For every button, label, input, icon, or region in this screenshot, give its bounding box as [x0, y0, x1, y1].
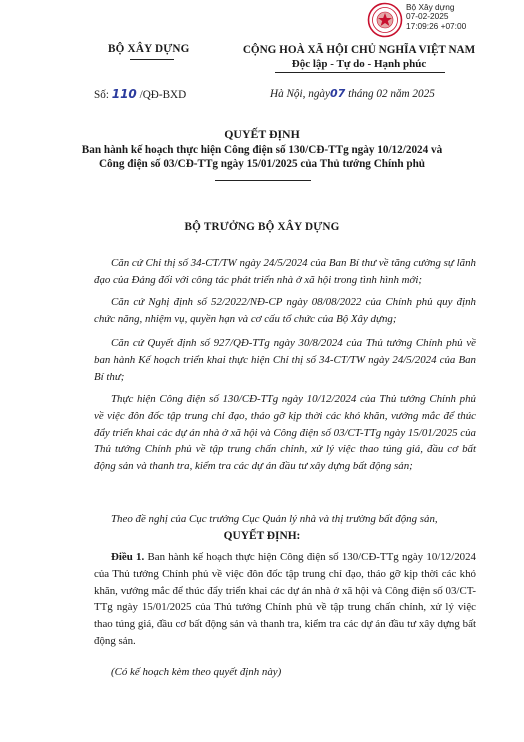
preamble-paragraph: Theo đề nghị của Cục trưởng Cục Quản lý nhà và thị trường bất động sản,: [111, 513, 438, 525]
title-underline: [215, 180, 311, 181]
preamble-paragraph: Căn cứ Quyết định số 927/QĐ-TTg ngày 30/8/2024 của Thủ tướng Chính phủ về ban hành Kế hoạch triển khai thực hiện Chỉ thị số 34-CT/TW ngày 24/5/2024 của Ban Bí thư;: [94, 337, 476, 383]
article-1-lead: Điều 1.: [111, 551, 145, 563]
country-name: CỘNG HOÀ XÃ HỘI CHỦ NGHĨA VIỆT NAM: [242, 44, 476, 56]
stamp-date: 07-02-2025: [406, 11, 449, 22]
national-motto: Độc lập - Tự do - Hạnh phúc: [291, 58, 427, 70]
issuing-authority: BỘ TRƯỞNG BỘ XÂY DỰNG: [184, 221, 340, 233]
date-day-handwritten: 07: [329, 87, 346, 100]
document-number: [94, 87, 186, 101]
subtitle-line-2: Công điện số 03/CĐ-TTg ngày 15/01/2025 của Thủ tướng Chính phủ: [98, 158, 426, 170]
signature-stamp: [406, 3, 466, 31]
number-suffix: /QĐ-BXD: [139, 89, 187, 101]
date-prefix: Hà Nội, ngày: [270, 88, 330, 100]
article-1: [94, 549, 476, 650]
preamble-paragraph: Căn cứ Chỉ thị số 34-CT/TW ngày 24/5/2024 của Ban Bí thư về tăng cường sự lãnh đạo của Đảng đối với công tác phát triển nhà ở xã hội trong tình hình mới;: [94, 257, 476, 286]
attachment-note: (Có kế hoạch kèm theo quyết định này): [111, 666, 282, 678]
number-handwritten: 110: [111, 87, 137, 101]
national-header: [225, 43, 493, 71]
document-date: [270, 87, 435, 100]
stamp-time: 17:09:26 +07:00: [406, 20, 467, 31]
date-suffix: tháng 02 năm 2025: [345, 88, 435, 100]
number-prefix: Số:: [94, 89, 109, 101]
subtitle-line-1: Ban hành kế hoạch thực hiện Công điện số 130/CĐ-TTg ngày 10/12/2024 và: [81, 144, 443, 156]
agency-underline: [130, 59, 174, 60]
article-1-text: Ban hành kế hoạch thực hiện Công điện số 130/CĐ-TTg ngày 10/12/2024 của Thủ tướng Chính phủ về việc đôn đốc tập trung chỉ đạo, tháo gỡ kịp thời các khó khăn, vướng mắc để thúc đẩy triển khai các dự án nhà ở xã hội và Công điện số 03/CT-TTg ngày 15/01/2025 của Thủ tướng Chính phủ về tập trung chấn chỉnh, xử lý việc thao túng giá, đầu cơ bất động sản và thanh tra, kiểm tra các dự án đầu tư xây dựng bất động sản.: [94, 551, 476, 647]
seal-icon: [367, 2, 403, 38]
document-subtitle: [60, 143, 464, 171]
motto-underline: [275, 72, 445, 73]
preamble-paragraph: Thực hiện Công điện số 130/CĐ-TTg ngày 10/12/2024 của Thủ tướng Chính phủ về việc đôn đốc tập trung chỉ đạo, tháo gỡ kịp thời các khó khăn, vướng mắc để thúc đẩy triển khai các dự án nhà ở xã hội và Công điện số 03/CT-TTg ngày 15/01/2025 của Thủ tướng Chính phủ về tập trung chấn chỉnh, xử lý việc thao túng giá, đầu cơ bất động sản và thanh tra, kiểm tra các dự án đầu tư xây dựng bất động sản;: [94, 393, 476, 473]
document-title: QUYẾT ĐỊNH: [224, 127, 300, 141]
decision-heading: QUYẾT ĐỊNH:: [223, 530, 301, 542]
preamble-paragraph: Căn cứ Nghị định số 52/2022/NĐ-CP ngày 08/08/2022 của Chính phủ quy định chức năng, nhiệm vụ, quyền hạn và cơ cấu tổ chức của Bộ Xây dựng;: [94, 296, 476, 325]
stamp-agency: Bộ Xây dựng: [406, 2, 455, 12]
agency-name: BỘ XÂY DỰNG: [108, 43, 190, 55]
